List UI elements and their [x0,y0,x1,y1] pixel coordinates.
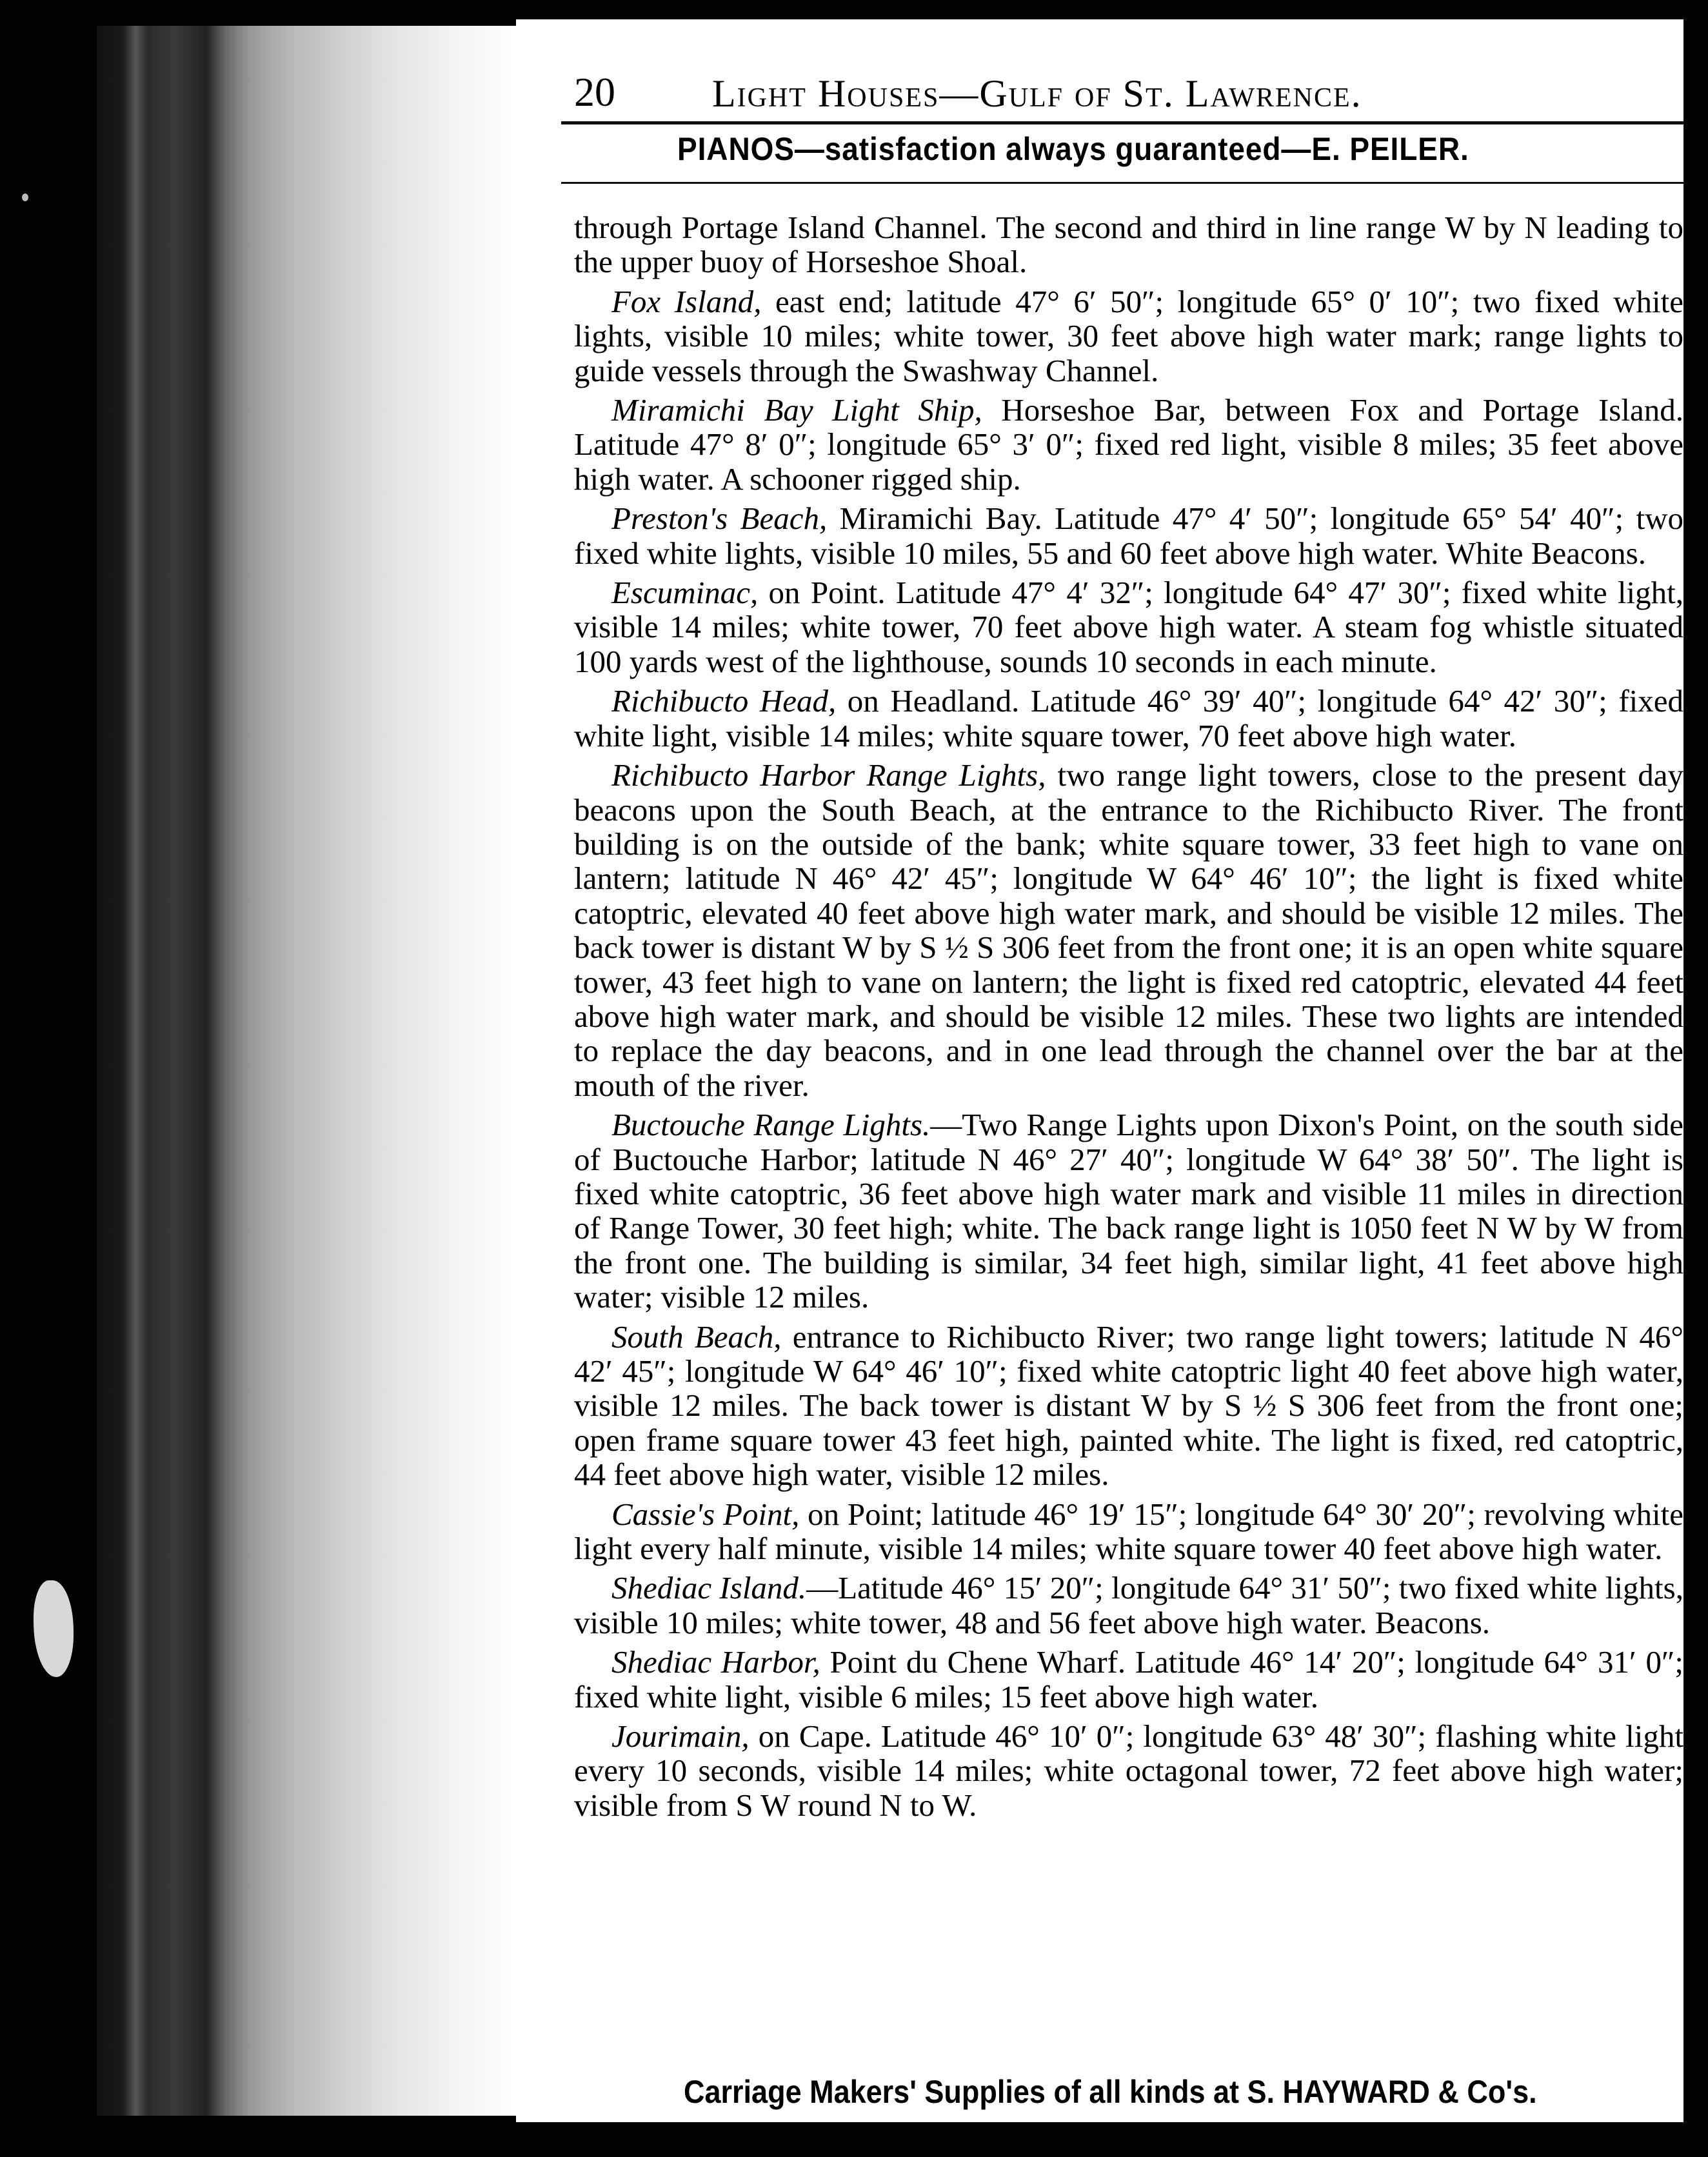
entry-name: Buctouche Range Lights. [611,1107,931,1143]
entry-name: Shediac Island. [611,1570,807,1606]
entry-text: two range light towers, close to the present day beacons upon the South Beach, at the entrance to the Richibucto River. The front building is on the outside of the bank; white square tower, 33 feet high to vane on lantern; latitude N 46° 42′ 45″; longitude W 64° 46′ 10″; the light is fixed white catoptric, elevated 40 feet above high water mark, and should be visible 12 miles. The back tower is distant W by S ½ S 306 feet from the front one; it is an open white square tower, 43 feet high to vane on lantern; the light is fixed red catoptric, elevated 44 feet above high water mark, and should be visible 12 miles. These two lights are intended to replace the day beacons, and in one lead through the channel over the bar at the mouth of the river. [574,757,1683,1103]
entry-text: through Portage Island Channel. The second and third in line range W by N leading to the upper buoy of Horseshoe Shoal. [574,210,1683,280]
lighthouse-entry [574,1320,1683,1492]
entry-text: on Point. Latitude 47° 4′ 32″; longitude 64° 47′ 30″; fixed white light, visible 14 miles; white tower, 70 feet above high water. A steam fog whistle situated 100 yards west of the lighthouse, sounds 10 seconds in each minute. [574,575,1683,679]
ad-rule [561,182,1683,184]
lighthouse-entry [574,758,1683,1102]
entry-name: Preston's Beach, [611,501,828,537]
lighthouse-entry [574,210,1683,279]
entry-text: —Latitude 46° 15′ 20″; longitude 64° 31′ 50″; two fixed white lights, visible 10 miles; white tower, 48 and 56 feet above high water. Beacons. [574,1570,1683,1640]
lighthouse-entry [574,1719,1683,1822]
entry-text: on Headland. Latitude 46° 39′ 40″; longitude 64° 42′ 30″; fixed white light, visible 14 miles; white square tower, 70 feet above high water. [574,683,1683,753]
lighthouse-entry [574,575,1683,679]
entry-text: Miramichi Bay. Latitude 47° 4′ 50″; longitude 65° 54′ 40″; two fixed white lights, visible 10 miles, 55 and 60 feet above high water. White Beacons. [574,501,1683,571]
scan-right-border [1683,0,1708,2157]
entry-name: Jourimain, [611,1718,750,1754]
page-number: 20 [574,69,615,115]
lighthouse-entry [574,393,1683,496]
entry-text: on Cape. Latitude 46° 10′ 0″; longitude 63° 48′ 30″; flashing white light every 10 seconds, visible 14 miles; white octagonal tower, 72 feet above high water; visible from S W round N to W. [574,1718,1683,1823]
entry-text: entrance to Richibucto River; two range light towers; latitude N 46° 42′ 45″; longitude W 64° 46′ 10″; fixed white catoptric light 40 feet above high water, visible 12 miles. The back tower is distant W by S ½ S 306 feet from the front one; open frame square tower 43 feet high, painted white. The light is fixed, red catoptric, 44 feet above high water, visible 12 miles. [574,1318,1683,1493]
scan-blemish [34,1580,74,1677]
entry-name: Escuminac, [611,575,759,611]
entry-text: Horseshoe Bar, between Fox and Portage Island. Latitude 47° 8′ 0″; longitude 65° 3′ 0″; fixed red light, visible 8 miles; 35 feet above high water. A schooner rigged ship. [574,392,1683,497]
entry-name: Shediac Harbor, [611,1644,820,1680]
running-title: Light Houses—Gulf of St. Lawrence. [712,72,1362,115]
entry-name: Miramichi Bay Light Ship, [611,392,982,428]
lighthouse-entry [574,684,1683,753]
entry-text: Point du Chene Wharf. Latitude 46° 14′ 20″; longitude 64° 31′ 0″; fixed white light, visible 6 miles; 15 feet above high water. [574,1644,1683,1715]
entry-text: on Point; latitude 46° 19′ 15″; longitude 64° 30′ 20″; revolving white light every half minute, visible 14 miles; white square tower 40 feet above high water. [574,1496,1683,1567]
lighthouse-entries [574,210,1683,1822]
scan-speck [22,194,28,201]
entry-name: Cassie's Point, [611,1496,800,1532]
advertisement-bottom: Carriage Makers' Supplies of all kinds at S. HAYWARD & Co's. [684,2074,1537,2110]
entry-name: South Beach, [611,1318,782,1355]
lighthouse-entry [574,1645,1683,1714]
book-page [516,19,1683,2122]
header-rule [561,121,1683,124]
entry-name: Fox Island, [611,283,762,319]
lighthouse-entry [574,1497,1683,1566]
lighthouse-entry [574,284,1683,388]
entry-name: Richibucto Head, [611,683,837,719]
lighthouse-entry [574,1108,1683,1314]
entry-text: —Two Range Lights upon Dixon's Point, on the south side of Buctouche Harbor; latitude N 46° 27′ 40″; longitude W 64° 38′ 50″. The light is fixed white catoptric, 36 feet above high water mark and visible 11 miles in direction of Range Tower, 30 feet high; white. The back range light is 1050 feet N W by W from the front one. The building is similar, 34 feet high, similar light, 41 feet above high water; visible 12 miles. [574,1107,1683,1315]
page-header [574,45,1632,116]
entry-text: east end; latitude 47° 6′ 50″; longitude 65° 0′ 10″; two fixed white lights, visible 10 miles; white tower, 30 feet above high water mark; range lights to guide vessels through the Swashway Channel. [574,283,1683,388]
advertisement-top: PIANOS—satisfaction always guaranteed—E. PEILER. [677,131,1469,167]
entry-name: Richibucto Harbor Range Lights, [611,757,1046,793]
lighthouse-entry [574,501,1683,570]
lighthouse-entry [574,1571,1683,1640]
book-page-edge [97,26,516,2116]
